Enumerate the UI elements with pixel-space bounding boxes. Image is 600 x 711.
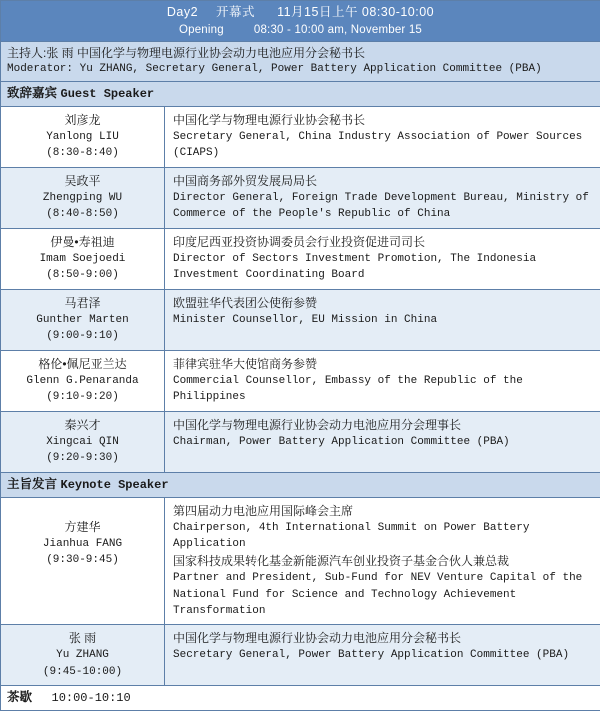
speaker-cell xyxy=(1,625,165,686)
speaker-title-en: Secretary General, Power Battery Application Committee (PBA) xyxy=(173,647,592,663)
table-row xyxy=(1,228,600,289)
speaker-cell xyxy=(1,350,165,411)
speaker-cell xyxy=(1,167,165,228)
speaker-title-cell xyxy=(165,167,600,228)
table-row xyxy=(1,167,600,228)
speaker-cell xyxy=(1,289,165,350)
speaker-cell xyxy=(1,411,165,472)
speaker-title-cell xyxy=(165,497,600,624)
break-cell xyxy=(1,686,600,711)
moderator-en: Moderator: Yu ZHANG, Secretary General, Power Battery Application Committee (PBA) xyxy=(7,62,594,78)
speaker-title-cn: 中国化学与物理电源行业协会动力电池应用分会秘书长 xyxy=(173,629,592,647)
break-label: 茶歇 xyxy=(7,690,32,704)
speaker-time: (9:00-9:10) xyxy=(5,328,160,345)
speaker-name-en: Imam Soejoedi xyxy=(5,251,160,268)
speaker-title-cn-secondary: 国家科技成果转化基金新能源汽车创业投资子基金合伙人兼总裁 xyxy=(173,552,592,570)
speaker-name-cn: 方建华 xyxy=(5,518,160,536)
section-label-en: Keynote Speaker xyxy=(61,478,169,492)
speaker-title-cn: 欧盟驻华代表团公使衔参赞 xyxy=(173,294,592,312)
break-time: 10:00-10:10 xyxy=(52,691,131,705)
speaker-title-cn: 印度尼西亚投资协调委员会行业投资促进司司长 xyxy=(173,233,592,251)
speaker-cell xyxy=(1,497,165,624)
section-label-cn: 致辞嘉宾 xyxy=(7,86,57,100)
session-header-cell xyxy=(1,1,600,42)
speaker-name-cn: 刘彦龙 xyxy=(5,111,160,129)
section-row-keynote-speaker xyxy=(1,472,600,497)
session-datetime-cn: 11月15日上午 08:30-10:00 xyxy=(277,5,434,19)
speaker-time: (8:40-8:50) xyxy=(5,206,160,223)
day-label: Day2 xyxy=(167,5,198,19)
speaker-title-cn: 菲律宾驻华大使馆商务参赞 xyxy=(173,355,592,373)
speaker-name-cn: 张 雨 xyxy=(5,629,160,647)
speaker-name-en: Gunther Marten xyxy=(5,312,160,329)
speaker-name-en: Xingcai QIN xyxy=(5,434,160,451)
speaker-title-en: Secretary General, China Industry Association of Power Sources (CIAPS) xyxy=(173,129,592,162)
speaker-name-en: Glenn G.Penaranda xyxy=(5,373,160,390)
section-label-cn: 主旨发言 xyxy=(7,477,57,491)
agenda-header-row xyxy=(1,1,600,42)
speaker-title-en: Chairperson, 4th International Summit on Power Battery Application xyxy=(173,520,592,553)
speaker-cell xyxy=(1,228,165,289)
speaker-name-cn: 马君泽 xyxy=(5,294,160,312)
speaker-title-en: Chairman, Power Battery Application Committee (PBA) xyxy=(173,434,592,450)
speaker-title-en-secondary: Partner and President, Sub-Fund for NEV Venture Capital of the National Fund for Science and Technology Achievement Transformation xyxy=(173,570,592,619)
speaker-title-cell xyxy=(165,625,600,686)
speaker-time: (9:10-9:20) xyxy=(5,389,160,406)
speaker-cell xyxy=(1,106,165,167)
moderator-row xyxy=(1,42,600,82)
speaker-name-cn: 格伦•佩尼亚兰达 xyxy=(5,355,160,373)
speaker-title-cn: 第四届动力电池应用国际峰会主席 xyxy=(173,502,592,520)
speaker-name-en: Yanlong LIU xyxy=(5,129,160,146)
session-title-en: Opening xyxy=(179,24,224,36)
speaker-title-cn: 中国化学与物理电源行业协会秘书长 xyxy=(173,111,592,129)
speaker-title-en: Director General, Foreign Trade Development Bureau, Ministry of Commerce of the People's Republic of China xyxy=(173,190,592,223)
speaker-title-cell xyxy=(165,228,600,289)
speaker-title-cn: 中国商务部外贸发展局局长 xyxy=(173,172,592,190)
speaker-name-cn: 伊曼•寿祖迪 xyxy=(5,233,160,251)
session-header-cn xyxy=(7,4,594,22)
table-row xyxy=(1,625,600,686)
speaker-title-cell xyxy=(165,411,600,472)
speaker-title-cell xyxy=(165,289,600,350)
table-row xyxy=(1,411,600,472)
speaker-time: (9:45-10:00) xyxy=(5,664,160,681)
speaker-title-en: Director of Sectors Investment Promotion, The Indonesia Investment Coordinating Board xyxy=(173,251,592,284)
speaker-time: (8:30-8:40) xyxy=(5,145,160,162)
section-label-en: Guest Speaker xyxy=(61,87,155,101)
table-row xyxy=(1,350,600,411)
speaker-time: (9:30-9:45) xyxy=(5,552,160,569)
table-row xyxy=(1,289,600,350)
speaker-title-en: Commercial Counsellor, Embassy of the Republic of the Philippines xyxy=(173,373,592,406)
speaker-name-cn: 秦兴才 xyxy=(5,416,160,434)
moderator-cell xyxy=(1,42,600,82)
session-datetime-en: 08:30 - 10:00 am, November 15 xyxy=(254,24,422,36)
section-row-guest-speaker xyxy=(1,81,600,106)
session-title-cn: 开幕式 xyxy=(216,5,255,19)
speaker-time: (9:20-9:30) xyxy=(5,450,160,467)
speaker-title-cn: 中国化学与物理电源行业协会动力电池应用分会理事长 xyxy=(173,416,592,434)
table-row xyxy=(1,106,600,167)
break-row xyxy=(1,686,600,711)
speaker-title-cell xyxy=(165,350,600,411)
section-banner-guest-speaker xyxy=(1,81,600,106)
speaker-time: (8:50-9:00) xyxy=(5,267,160,284)
speaker-title-en: Minister Counsellor, EU Mission in China xyxy=(173,312,592,328)
speaker-name-en: Jianhua FANG xyxy=(5,536,160,553)
speaker-name-en: Yu ZHANG xyxy=(5,647,160,664)
table-row xyxy=(1,497,600,624)
moderator-cn: 主持人:张 雨 中国化学与物理电源行业协会动力电池应用分会秘书长 xyxy=(7,45,594,62)
section-banner-keynote-speaker xyxy=(1,472,600,497)
speaker-name-en: Zhengping WU xyxy=(5,190,160,207)
speaker-title-cell xyxy=(165,106,600,167)
session-header-en xyxy=(7,22,594,38)
speaker-name-cn: 吴政平 xyxy=(5,172,160,190)
